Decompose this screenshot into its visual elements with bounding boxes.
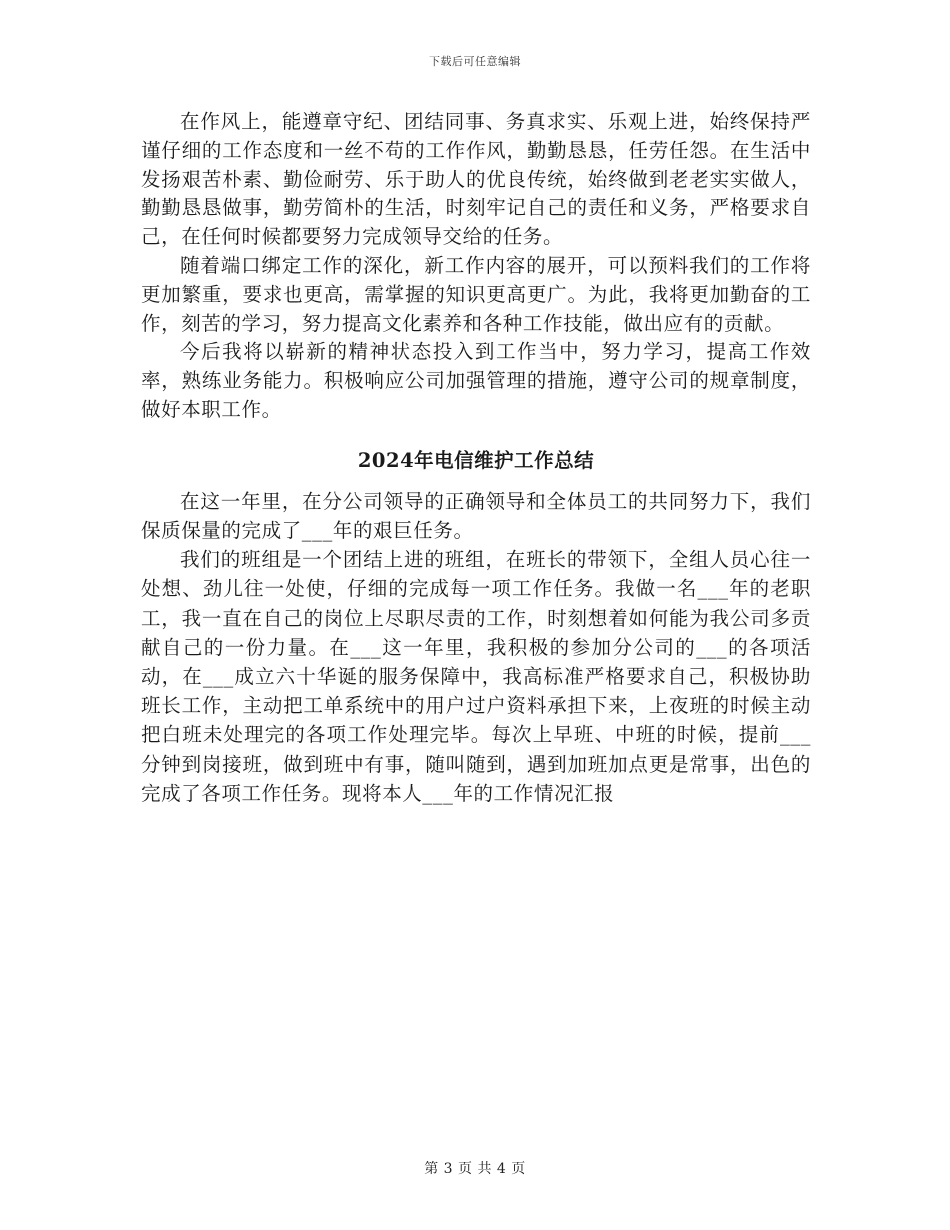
- header-note: 下载后可任意编辑: [429, 55, 521, 68]
- paragraphs-after-title: [141, 487, 811, 808]
- body-paragraph: 我们的班组是一个团结上进的班组，在班长的带领下，全组人员心往一处想、劲儿往一处使，仔细的完成每一项工作任务。我做一名___年的老职工，我一直在自己的岗位上尽职尽责的工作，时刻想着如何能为我公司多贡献自己的一份力量。在___这一年里，我积极的参加分公司的___的各项活动，在___成立六十华诞的服务保障中，我高标准严格要求自己，积极协助班长工作，主动把工单系统中的用户过户资料承担下来，上夜班的时候主动把白班未处理完的各项工作处理完毕。每次上早班、中班的时候，提前___分钟到岗接班，做到班中有事，随叫随到，遇到加班加点更是常事，出色的完成了各项工作任务。现将本人___年的工作情况汇报: [141, 548, 811, 805]
- paragraphs-before-title: [141, 108, 811, 425]
- document-body: [141, 108, 811, 808]
- body-paragraph: 在这一年里，在分公司领导的正确领导和全体员工的共同努力下，我们保质保量的完成了___年的艰巨任务。: [141, 489, 811, 542]
- body-paragraph: 今后我将以崭新的精神状态投入到工作当中，努力学习，提高工作效率，熟练业务能力。积极响应公司加强管理的措施，遵守公司的规章制度，做好本职工作。: [141, 340, 811, 421]
- section-title: 2024年电信维护工作总结: [357, 448, 595, 472]
- body-paragraph: 在作风上，能遵章守纪、团结同事、务真求实、乐观上进，始终保持严谨仔细的工作态度和一丝不苟的工作作风，勤勤恳恳，任劳任怨。在生活中发扬艰苦朴素、勤俭耐劳、乐于助人的优良传统，始终做到老老实实做人，勤勤恳恳做事，勤劳简朴的生活，时刻牢记自己的责任和义务，严格要求自己，在任何时候都要努力完成领导交给的任务。: [141, 110, 811, 249]
- body-paragraph: 随着端口绑定工作的深化，新工作内容的展开，可以预料我们的工作将更加繁重，要求也更高，需掌握的知识更高更广。为此，我将更加勤奋的工作，刻苦的学习，努力提高文化素养和各种工作技能，做出应有的贡献。: [141, 253, 811, 335]
- page-number: 第 3 页 共 4 页: [424, 1161, 526, 1177]
